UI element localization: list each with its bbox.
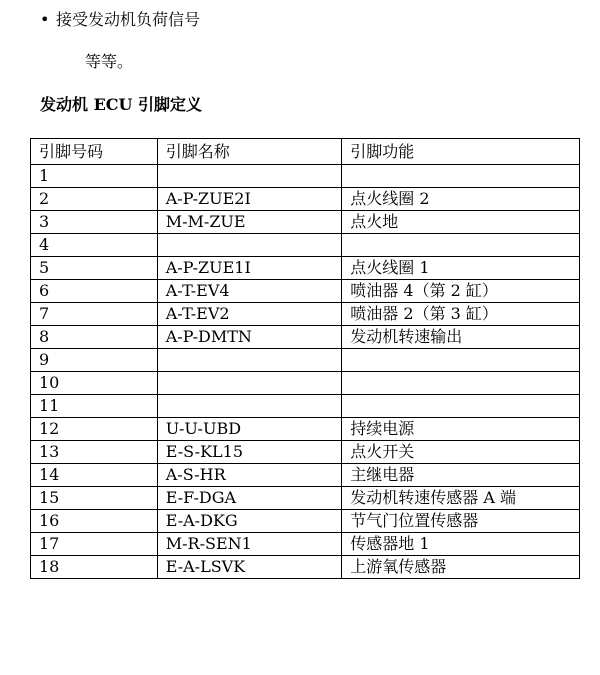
pin-number-cell: 1 — [31, 165, 158, 188]
pin-number-cell: 10 — [31, 372, 158, 395]
table-row — [31, 418, 580, 441]
pin-function-cell: 点火开关 — [342, 441, 580, 464]
pin-function-cell: 节气门位置传感器 — [342, 510, 580, 533]
table-row — [31, 533, 580, 556]
pin-number-cell: 2 — [31, 188, 158, 211]
pin-function-cell: 点火地 — [342, 211, 580, 234]
pin-function-cell — [342, 372, 580, 395]
pin-function-cell: 上游氧传感器 — [342, 556, 580, 579]
pin-number-cell: 4 — [31, 234, 158, 257]
pin-number-cell: 14 — [31, 464, 158, 487]
header-pin-function: 引脚功能 — [342, 139, 580, 165]
pin-name-cell: E-A-DKG — [157, 510, 342, 533]
pin-function-cell: 喷油器 4（第 2 缸） — [342, 280, 580, 303]
table-row — [31, 188, 580, 211]
pin-function-cell: 发动机转速输出 — [342, 326, 580, 349]
pin-number-cell: 8 — [31, 326, 158, 349]
pin-name-cell — [157, 372, 342, 395]
pin-number-cell: 13 — [31, 441, 158, 464]
pin-number-cell: 11 — [31, 395, 158, 418]
pin-name-cell: A-T-EV2 — [157, 303, 342, 326]
pin-number-cell: 18 — [31, 556, 158, 579]
pin-number-cell: 16 — [31, 510, 158, 533]
pin-number-cell: 7 — [31, 303, 158, 326]
pin-number-cell: 17 — [31, 533, 158, 556]
table-row — [31, 165, 580, 188]
table-row — [31, 395, 580, 418]
pin-name-cell: M-R-SEN1 — [157, 533, 342, 556]
pin-name-cell: U-U-UBD — [157, 418, 342, 441]
table-row — [31, 441, 580, 464]
pin-function-cell: 点火线圈 1 — [342, 257, 580, 280]
pin-number-cell: 3 — [31, 211, 158, 234]
pin-definition-table — [30, 138, 580, 579]
pin-number-cell: 6 — [31, 280, 158, 303]
table-row — [31, 349, 580, 372]
table-row — [31, 372, 580, 395]
table-row — [31, 280, 580, 303]
bullet-item — [40, 8, 200, 32]
pin-function-cell: 喷油器 2（第 3 缸） — [342, 303, 580, 326]
pin-name-cell — [157, 234, 342, 257]
pin-function-cell: 点火线圈 2 — [342, 188, 580, 211]
table-row — [31, 487, 580, 510]
bullet-text: 接受发动机负荷信号 — [56, 10, 201, 29]
pin-number-cell: 12 — [31, 418, 158, 441]
pin-function-cell — [342, 395, 580, 418]
pin-name-cell: M-M-ZUE — [157, 211, 342, 234]
table-row — [31, 510, 580, 533]
section-title: 发动机 ECU 引脚定义 — [40, 95, 203, 114]
pin-name-cell: E-A-LSVK — [157, 556, 342, 579]
table-row — [31, 257, 580, 280]
pin-name-cell: E-S-KL15 — [157, 441, 342, 464]
pin-function-cell: 传感器地 1 — [342, 533, 580, 556]
pin-function-cell: 发动机转速传感器 A 端 — [342, 487, 580, 510]
table-row — [31, 556, 580, 579]
pin-function-cell — [342, 234, 580, 257]
pin-name-cell: A-P-ZUE2I — [157, 188, 342, 211]
pin-name-cell — [157, 395, 342, 418]
header-pin-name: 引脚名称 — [157, 139, 342, 165]
pin-name-cell: A-P-ZUE1I — [157, 257, 342, 280]
pin-name-cell: A-S-HR — [157, 464, 342, 487]
pin-name-cell — [157, 349, 342, 372]
pin-name-cell: E-F-DGA — [157, 487, 342, 510]
etc-text: 等等。 — [85, 52, 134, 71]
table-header-row — [31, 139, 580, 165]
pin-name-cell: A-T-EV4 — [157, 280, 342, 303]
table-row — [31, 464, 580, 487]
pin-number-cell: 15 — [31, 487, 158, 510]
header-pin-number: 引脚号码 — [31, 139, 158, 165]
pin-function-cell — [342, 349, 580, 372]
bullet-symbol: • — [40, 10, 50, 29]
pin-function-cell — [342, 165, 580, 188]
pin-function-cell: 主继电器 — [342, 464, 580, 487]
pin-name-cell — [157, 165, 342, 188]
pin-function-cell: 持续电源 — [342, 418, 580, 441]
table-row — [31, 211, 580, 234]
table-row — [31, 234, 580, 257]
pin-number-cell: 5 — [31, 257, 158, 280]
table-row — [31, 326, 580, 349]
pin-name-cell: A-P-DMTN — [157, 326, 342, 349]
pin-number-cell: 9 — [31, 349, 158, 372]
table-row — [31, 303, 580, 326]
